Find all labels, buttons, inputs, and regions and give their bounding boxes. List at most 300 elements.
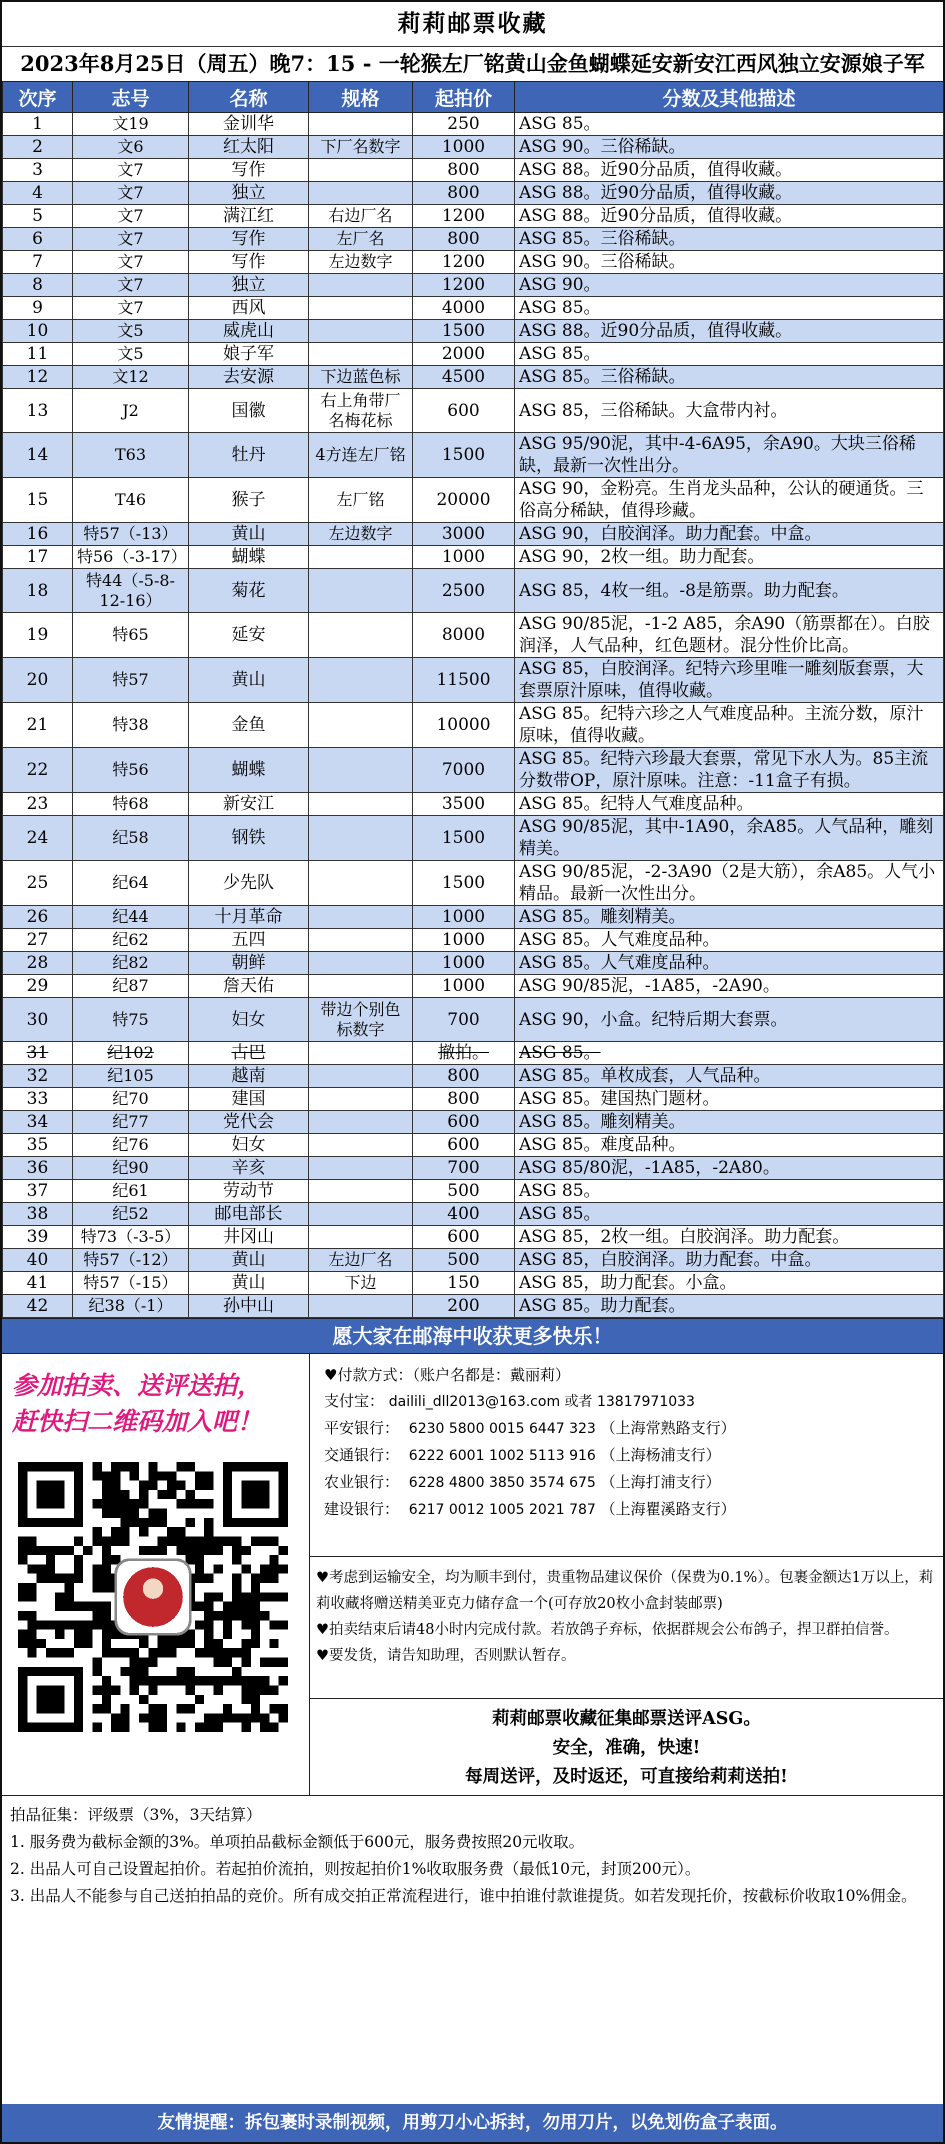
lot-description: ASG 90，小盒。纪特后期大套票。 [515, 998, 944, 1042]
lot-description: ASG 85，助力配套。小盒。 [515, 1272, 944, 1295]
note-payment: ♥拍卖结束后请48小时内完成付款。若放鸽子弃标，依据群规会公布鸽子，捍卫群拍信誉。 [316, 1622, 899, 1638]
lot-spec [309, 113, 413, 136]
lot-number: 38 [3, 1203, 73, 1226]
lot-name: 娘子军 [189, 343, 309, 366]
lot-description: ASG 90，2枚一组。助力配套。 [515, 546, 944, 569]
lot-name: 井冈山 [189, 1226, 309, 1249]
table-row [3, 478, 944, 523]
lot-spec [309, 658, 413, 703]
lot-start-price: 600 [413, 1226, 515, 1249]
bank-name: 农业银行： [324, 1473, 400, 1491]
lot-start-price: 1200 [413, 251, 515, 274]
lot-description: ASG 90/85泥，其中-1A90，余A85。人气品种，雕刻精美。 [515, 816, 944, 861]
lot-name: 五四 [189, 929, 309, 952]
note-shipping: ♥考虑到运输安全，均为顺丰到付，贵重物品建议保价（保费为0.1%）。包裹金额达1万以上，莉莉收藏将赠送精美亚克力储存盒一个(可存放20枚小盒封装邮票) [316, 1570, 934, 1612]
lot-code: 特57（-15） [73, 1272, 189, 1295]
lot-code: 特38 [73, 703, 189, 748]
lot-name: 牡丹 [189, 433, 309, 478]
lot-description: ASG 85。人气难度品种。 [515, 929, 944, 952]
lot-description: ASG 85。雕刻精美。 [515, 906, 944, 929]
bank-account: 6217 0012 1005 2021 787 [408, 1502, 596, 1518]
table-row [3, 1088, 944, 1111]
lot-start-price: 7000 [413, 748, 515, 793]
lot-number: 37 [3, 1180, 73, 1203]
lot-code: J2 [73, 389, 189, 433]
lot-description: ASG 85。建国热门题材。 [515, 1088, 944, 1111]
table-row [3, 389, 944, 433]
lot-start-price: 1000 [413, 975, 515, 998]
lot-number: 1 [3, 113, 73, 136]
rule-item-3: 3. 出品人不能参与自己送拍拍品的竞价。所有成交拍正常流程进行，谁中拍谁付款谁提货。如若发现托价，按截标价收取10%佣金。 [10, 1887, 917, 1905]
table-row [3, 1272, 944, 1295]
lot-number: 19 [3, 613, 73, 658]
table-row [3, 1226, 944, 1249]
lot-spec [309, 297, 413, 320]
lot-spec: 左边数字 [309, 523, 413, 546]
lot-number: 27 [3, 929, 73, 952]
lot-start-price: 1500 [413, 816, 515, 861]
lot-spec: 左厂名 [309, 228, 413, 251]
lot-number: 5 [3, 205, 73, 228]
note-delivery: ♥要发货，请告知助理，否则默认暂存。 [316, 1648, 576, 1664]
lot-name: 建国 [189, 1088, 309, 1111]
lot-code: 特57（-13） [73, 523, 189, 546]
lot-name: 延安 [189, 613, 309, 658]
lot-spec [309, 1180, 413, 1203]
lot-code: 特75 [73, 998, 189, 1042]
lot-name: 威虎山 [189, 320, 309, 343]
lot-description: ASG 85。纪特人气难度品种。 [515, 793, 944, 816]
bank-branch: （上海瞿溪路支行） [600, 1500, 736, 1518]
lot-code: 纪58 [73, 816, 189, 861]
lot-spec [309, 1157, 413, 1180]
lot-spec: 右边厂名 [309, 205, 413, 228]
lot-code: 文19 [73, 113, 189, 136]
lot-start-price: 1500 [413, 320, 515, 343]
table-row [3, 861, 944, 906]
lot-spec: 下边 [309, 1272, 413, 1295]
lot-name: 朝鲜 [189, 952, 309, 975]
lot-description: ASG 85。难度品种。 [515, 1134, 944, 1157]
lot-code: 文7 [73, 228, 189, 251]
lot-spec [309, 613, 413, 658]
lot-description: ASG 88。近90分品质，值得收藏。 [515, 205, 944, 228]
lot-spec [309, 1295, 413, 1318]
lot-number: 22 [3, 748, 73, 793]
lot-number: 41 [3, 1272, 73, 1295]
rule-item-1: 1. 服务费为截标金额的3%。单项拍品截标金额低于600元，服务费按照20元收取。 [10, 1833, 585, 1851]
table-row [3, 906, 944, 929]
lot-code: T63 [73, 433, 189, 478]
lot-start-price: 10000 [413, 703, 515, 748]
collect-section [310, 1698, 943, 1795]
lot-start-price: 800 [413, 228, 515, 251]
lot-code: 纪64 [73, 861, 189, 906]
bank-account: 6230 5800 0015 6447 323 [408, 1421, 596, 1437]
bank-account: 6222 6001 1002 5113 916 [408, 1448, 596, 1464]
lot-code: 纪61 [73, 1180, 189, 1203]
lot-description: ASG 85。三俗稀缺。 [515, 228, 944, 251]
lot-description: ASG 88。近90分品质，值得收藏。 [515, 159, 944, 182]
lot-description: ASG 90，金粉亮。生肖龙头品种，公认的硬通货。三俗高分稀缺，值得珍藏。 [515, 478, 944, 523]
lot-number: 2 [3, 136, 73, 159]
lot-start-price: 250 [413, 113, 515, 136]
lot-number: 32 [3, 1065, 73, 1088]
lot-name: 红太阳 [189, 136, 309, 159]
lot-name: 黄山 [189, 658, 309, 703]
bank-branch: （上海杨浦支行） [600, 1446, 721, 1464]
lot-number: 21 [3, 703, 73, 748]
bank-name: 平安银行： [324, 1419, 400, 1437]
lot-description: ASG 85。 [515, 343, 944, 366]
lot-number: 7 [3, 251, 73, 274]
lot-number: 18 [3, 569, 73, 613]
lot-code: 纪76 [73, 1134, 189, 1157]
lot-start-price: 500 [413, 1249, 515, 1272]
bank-row [324, 1442, 937, 1469]
lot-spec [309, 929, 413, 952]
promo-panel [2, 1354, 310, 1795]
lot-name: 猴子 [189, 478, 309, 523]
lot-start-price: 800 [413, 1088, 515, 1111]
lot-name: 独立 [189, 182, 309, 205]
lot-spec: 下边蓝色标 [309, 366, 413, 389]
table-row [3, 366, 944, 389]
lot-spec [309, 748, 413, 793]
lot-description: ASG 85。 [515, 1042, 944, 1065]
lot-number: 8 [3, 274, 73, 297]
lot-start-price: 700 [413, 998, 515, 1042]
lot-spec [309, 159, 413, 182]
lot-code: 纪90 [73, 1157, 189, 1180]
lot-start-price: 150 [413, 1272, 515, 1295]
lot-spec [309, 975, 413, 998]
lot-code: 纪62 [73, 929, 189, 952]
lot-spec: 下厂名数字 [309, 136, 413, 159]
lot-name: 菊花 [189, 569, 309, 613]
lot-spec [309, 1134, 413, 1157]
table-row [3, 1157, 944, 1180]
rules-heading: 拍品征集：评级票（3%，3天结算） [10, 1806, 262, 1824]
col-header-name: 名称 [189, 82, 309, 113]
lot-spec: 左厂铭 [309, 478, 413, 523]
lot-spec [309, 182, 413, 205]
alipay-label: 支付宝： [324, 1392, 385, 1410]
lot-code: 特65 [73, 613, 189, 658]
lot-number: 36 [3, 1157, 73, 1180]
rule-item-2: 2. 出品人可自己设置起拍价。若起拍价流拍，则按起拍价1%收取服务费（最低10元，封顶200元）。 [10, 1860, 701, 1878]
lot-code: 纪77 [73, 1111, 189, 1134]
lot-spec [309, 952, 413, 975]
table-row [3, 929, 944, 952]
table-row [3, 433, 944, 478]
table-row [3, 952, 944, 975]
lot-start-price: 1500 [413, 433, 515, 478]
col-header-spec: 规格 [309, 82, 413, 113]
lot-number: 39 [3, 1226, 73, 1249]
lot-code: 文6 [73, 136, 189, 159]
lot-code: 纪105 [73, 1065, 189, 1088]
lot-spec [309, 320, 413, 343]
lot-description: ASG 85。 [515, 1203, 944, 1226]
table-row [3, 159, 944, 182]
lot-start-price: 1000 [413, 906, 515, 929]
bank-account: 6228 4800 3850 3574 675 [408, 1475, 596, 1491]
lot-description: ASG 90/85泥，-1-2 A85，余A90（筋票都在）。白胶润泽，人气品种，红色题材。混分性价比高。 [515, 613, 944, 658]
lot-table-body [3, 113, 944, 1318]
lot-code: 纪87 [73, 975, 189, 998]
lot-name: 妇女 [189, 1134, 309, 1157]
table-row [3, 228, 944, 251]
lot-number: 23 [3, 793, 73, 816]
lot-start-price: 3000 [413, 523, 515, 546]
lot-description: ASG 85。纪特六珍之人气难度品种。主流分数，原汁原味，值得收藏。 [515, 703, 944, 748]
lot-description: ASG 90/85泥，-1A85，-2A90。 [515, 975, 944, 998]
lot-code: 特56 [73, 748, 189, 793]
table-row [3, 569, 944, 613]
lot-number: 24 [3, 816, 73, 861]
rules-section [2, 1796, 943, 1946]
lot-number: 15 [3, 478, 73, 523]
lot-description: ASG 85。人气难度品种。 [515, 952, 944, 975]
payment-heading: ♥付款方式：（账户名都是：戴丽莉） [324, 1366, 570, 1384]
table-row [3, 320, 944, 343]
lot-start-price: 1000 [413, 136, 515, 159]
lot-code: 纪70 [73, 1088, 189, 1111]
lot-spec [309, 546, 413, 569]
lot-name: 满江红 [189, 205, 309, 228]
qr-code-icon[interactable] [18, 1462, 288, 1732]
lot-spec [309, 1088, 413, 1111]
lot-start-price: 2500 [413, 569, 515, 613]
lot-start-price: 700 [413, 1157, 515, 1180]
lot-spec [309, 1226, 413, 1249]
lot-code: 纪102 [73, 1042, 189, 1065]
bank-row [324, 1496, 937, 1523]
lot-spec [309, 343, 413, 366]
lot-name: 新安江 [189, 793, 309, 816]
lot-number: 6 [3, 228, 73, 251]
lot-name: 党代会 [189, 1111, 309, 1134]
lot-name: 邮电部长 [189, 1203, 309, 1226]
table-row [3, 274, 944, 297]
lot-spec: 左边厂名 [309, 1249, 413, 1272]
table-row [3, 816, 944, 861]
lot-number: 31 [3, 1042, 73, 1065]
reminder-banner: 友情提醒：拆包裹时录制视频，用剪刀小心拆封，勿用刀片，以免划伤盒子表面。 [2, 2104, 943, 2142]
auction-info: 2023年8月25日（周五）晚7：15 - 一轮猴左厂铭黄山金鱼蝴蝶延安新安江西风独立安源娘子军 [2, 46, 943, 81]
table-row [3, 343, 944, 366]
lot-number: 16 [3, 523, 73, 546]
col-header-desc: 分数及其他描述 [515, 82, 944, 113]
lot-start-price: 500 [413, 1180, 515, 1203]
lot-name: 孙中山 [189, 1295, 309, 1318]
table-row [3, 1180, 944, 1203]
lot-description: ASG 88。近90分品质，值得收藏。 [515, 182, 944, 205]
lot-number: 14 [3, 433, 73, 478]
lot-description: ASG 90/85泥，-2-3A90（2是大筋），余A85。人气小精品。最新一次性出分。 [515, 861, 944, 906]
lot-name: 十月革命 [189, 906, 309, 929]
lot-number: 11 [3, 343, 73, 366]
table-row [3, 546, 944, 569]
lot-code: 文7 [73, 251, 189, 274]
lot-number: 42 [3, 1295, 73, 1318]
lot-description: ASG 90。三俗稀缺。 [515, 251, 944, 274]
lot-name: 写作 [189, 251, 309, 274]
lot-code: 特73（-3-5） [73, 1226, 189, 1249]
table-row [3, 297, 944, 320]
lot-number: 29 [3, 975, 73, 998]
lot-name: 钢铁 [189, 816, 309, 861]
lot-description: ASG 85。纪特六珍最大套票，常见下水人为。85主流分数带OP，原汁原味。注意：-11盒子有损。 [515, 748, 944, 793]
lot-description: ASG 85。助力配套。 [515, 1295, 944, 1318]
table-row [3, 748, 944, 793]
lot-description: ASG 88。近90分品质，值得收藏。 [515, 320, 944, 343]
col-header-price: 起拍价 [413, 82, 515, 113]
col-header-code: 志号 [73, 82, 189, 113]
promo-line-2: 赶快扫二维码加入吧！ [12, 1407, 263, 1436]
lot-spec: 带边个别色标数字 [309, 998, 413, 1042]
lot-name: 写作 [189, 159, 309, 182]
lot-name: 蝴蝶 [189, 546, 309, 569]
lot-description: ASG 95/90泥，其中-4-6A95，余A90。大块三俗稀缺，最新一次性出分。 [515, 433, 944, 478]
lot-number: 3 [3, 159, 73, 182]
lot-code: 特57（-12） [73, 1249, 189, 1272]
lot-name: 劳动节 [189, 1180, 309, 1203]
table-row [3, 658, 944, 703]
lot-start-price: 撤拍。 [413, 1042, 515, 1065]
lot-name: 黄山 [189, 523, 309, 546]
table-row [3, 793, 944, 816]
lot-description: ASG 85，白胶润泽。纪特六珍里唯一雕刻版套票，大套票原汁原味，值得收藏。 [515, 658, 944, 703]
lot-code: 特57 [73, 658, 189, 703]
lot-start-price: 1200 [413, 274, 515, 297]
lot-name: 詹天佑 [189, 975, 309, 998]
lot-description: ASG 85。 [515, 1180, 944, 1203]
lot-code: 文7 [73, 205, 189, 228]
lot-description: ASG 85，4枚一组。-8是筋票。助力配套。 [515, 569, 944, 613]
lot-number: 33 [3, 1088, 73, 1111]
lot-description: ASG 85。 [515, 113, 944, 136]
lot-start-price: 800 [413, 1065, 515, 1088]
lot-number: 35 [3, 1134, 73, 1157]
table-row [3, 523, 944, 546]
payment-info [310, 1354, 943, 1556]
lot-start-price: 4000 [413, 297, 515, 320]
lot-description: ASG 85，三俗稀缺。大盒带内衬。 [515, 389, 944, 433]
table-row [3, 136, 944, 159]
lot-code: 文7 [73, 182, 189, 205]
lot-number: 13 [3, 389, 73, 433]
lot-code: 文7 [73, 274, 189, 297]
table-row [3, 1295, 944, 1318]
lot-name: 辛亥 [189, 1157, 309, 1180]
lot-code: 文5 [73, 320, 189, 343]
lot-start-price: 4500 [413, 366, 515, 389]
lot-start-price: 1000 [413, 546, 515, 569]
lot-table [2, 81, 944, 1318]
lot-spec [309, 1042, 413, 1065]
lot-start-price: 3500 [413, 793, 515, 816]
lot-start-price: 1500 [413, 861, 515, 906]
lot-number: 26 [3, 906, 73, 929]
payment-and-notes [310, 1354, 943, 1795]
info-section [2, 1354, 943, 1796]
lot-description: ASG 85。三俗稀缺。 [515, 366, 944, 389]
lot-spec [309, 793, 413, 816]
lot-number: 28 [3, 952, 73, 975]
alipay-row [324, 1388, 937, 1415]
lot-spec [309, 816, 413, 861]
collect-line-1: 莉莉邮票收藏征集邮票送评ASG。 [492, 1709, 761, 1729]
lot-number: 25 [3, 861, 73, 906]
lot-description: ASG 85。 [515, 297, 944, 320]
alipay-account: dailili_dll2013@163.com 或者 13817971033 [388, 1394, 695, 1410]
lot-start-price: 20000 [413, 478, 515, 523]
lot-start-price: 800 [413, 159, 515, 182]
lot-name: 妇女 [189, 998, 309, 1042]
table-row [3, 1203, 944, 1226]
lot-description: ASG 90。三俗稀缺。 [515, 136, 944, 159]
lot-start-price: 1000 [413, 952, 515, 975]
lot-spec [309, 906, 413, 929]
lot-start-price: 2000 [413, 343, 515, 366]
table-row [3, 1249, 944, 1272]
lot-spec [309, 569, 413, 613]
lot-code: 文7 [73, 297, 189, 320]
table-row [3, 975, 944, 998]
bank-row [324, 1415, 937, 1442]
shop-title: 莉莉邮票收藏 [397, 10, 548, 37]
lot-name: 独立 [189, 274, 309, 297]
lot-number: 10 [3, 320, 73, 343]
bank-name: 交通银行： [324, 1446, 400, 1464]
collect-line-3: 每周送评，及时返还，可直接给莉莉送拍! [465, 1767, 788, 1787]
lot-number: 40 [3, 1249, 73, 1272]
lot-start-price: 11500 [413, 658, 515, 703]
lot-code: 文7 [73, 159, 189, 182]
table-row [3, 1111, 944, 1134]
table-row [3, 113, 944, 136]
lot-description: ASG 90。 [515, 274, 944, 297]
table-row [3, 1065, 944, 1088]
lot-spec [309, 1203, 413, 1226]
lot-name: 黄山 [189, 1272, 309, 1295]
lot-code: 文5 [73, 343, 189, 366]
table-row [3, 251, 944, 274]
lot-name: 黄山 [189, 1249, 309, 1272]
lot-description: ASG 85，白胶润泽。助力配套。中盒。 [515, 1249, 944, 1272]
bank-name: 建设银行： [324, 1500, 400, 1518]
lot-spec: 右上角带厂名梅花标 [309, 389, 413, 433]
lot-spec [309, 1111, 413, 1134]
lot-number: 20 [3, 658, 73, 703]
lot-description: ASG 85/80泥，-1A85，-2A80。 [515, 1157, 944, 1180]
table-row [3, 182, 944, 205]
bank-branch: （上海打浦支行） [600, 1473, 721, 1491]
lot-number: 9 [3, 297, 73, 320]
lot-spec [309, 703, 413, 748]
lot-code: 纪38（-1） [73, 1295, 189, 1318]
lot-start-price: 800 [413, 182, 515, 205]
lot-code: T46 [73, 478, 189, 523]
lot-number: 17 [3, 546, 73, 569]
lot-code: 特44（-5-8-12-16） [73, 569, 189, 613]
lot-start-price: 600 [413, 389, 515, 433]
collect-line-2: 安全，准确，快速! [552, 1738, 701, 1758]
bank-branch: （上海常熟路支行） [600, 1419, 736, 1437]
lot-start-price: 1200 [413, 205, 515, 228]
